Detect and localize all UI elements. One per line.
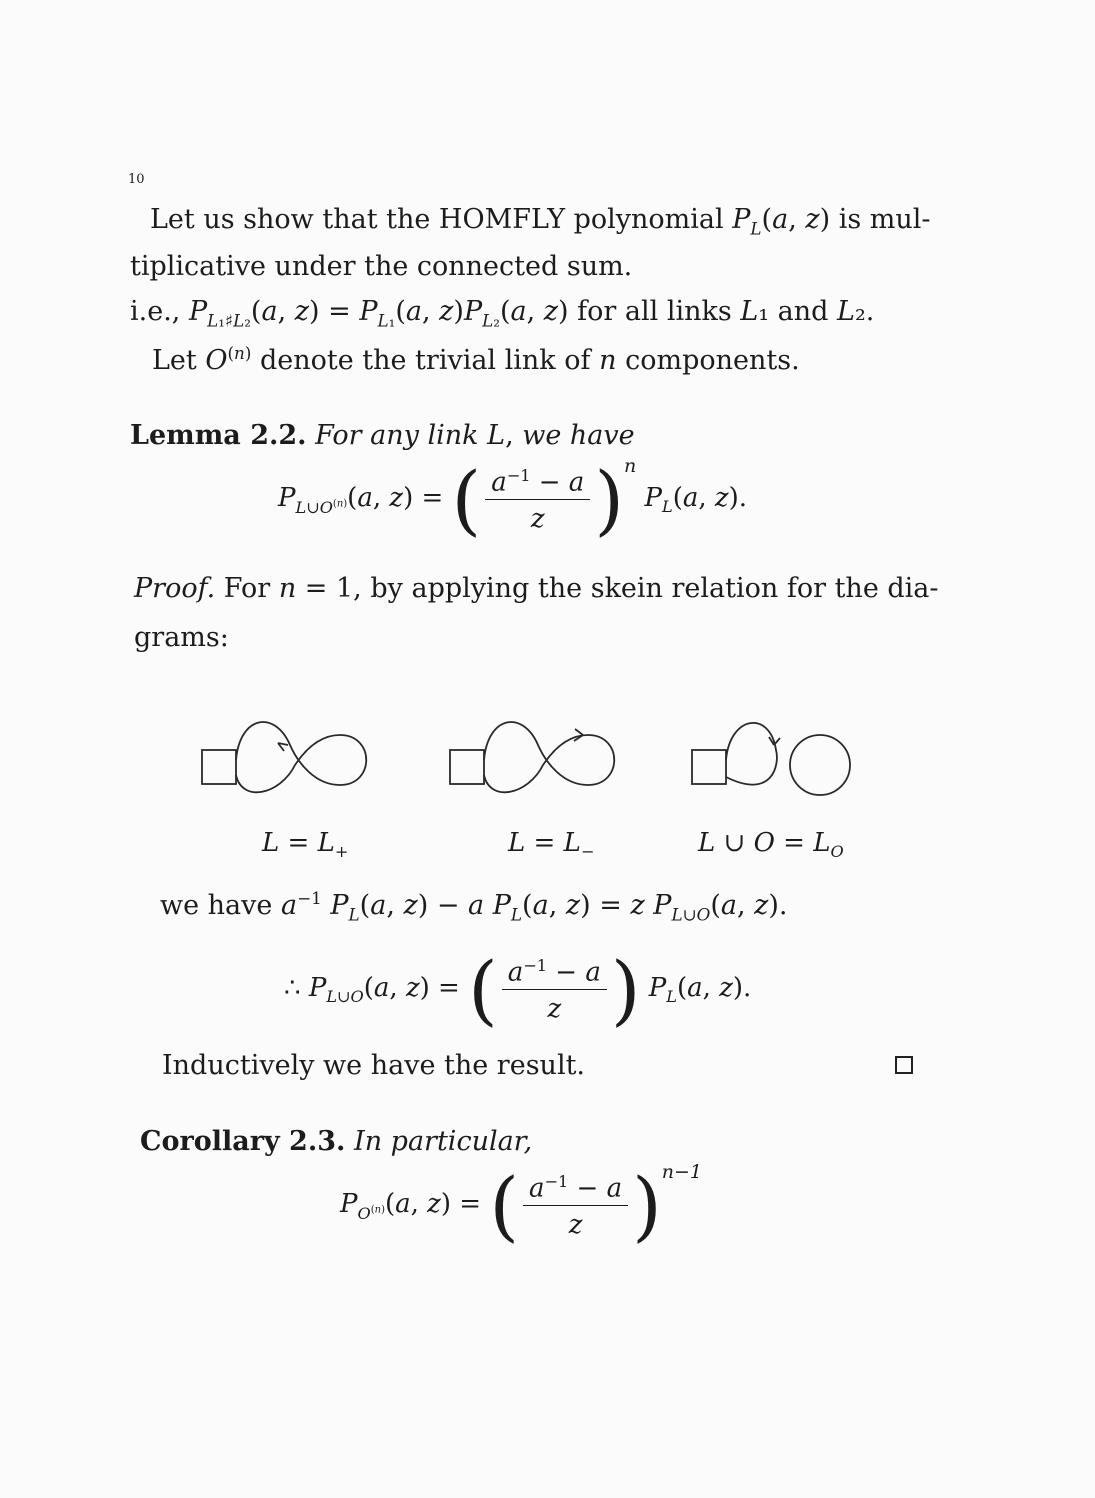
- inductive-line: Inductively we have the result.: [162, 1050, 586, 1081]
- diagram-l-plus: [202, 722, 366, 792]
- paragraph-line: Let $O^{(n)}$ denote the trivial link of n components.: [152, 343, 800, 376]
- diagram-label-zero: L ∪ $O = L_O$: [698, 828, 844, 862]
- paragraph-line: tiplicative under the connected sum.: [130, 251, 633, 282]
- diagram-l-minus: [450, 722, 614, 792]
- text: In particular,: [354, 1126, 533, 1157]
- text: for all links: [577, 296, 732, 327]
- text: and: [777, 296, 829, 327]
- text: we have: [160, 890, 273, 921]
- corollary-heading: Corollary 2.3.: [140, 1126, 346, 1157]
- proof-line: grams:: [134, 622, 229, 653]
- skein-relation: we have $a^{-1}$ $P_L(a$, z) − a $P_L(a$, z) = z $P_{L\cup O}(a$, z).: [160, 888, 788, 925]
- diagram-label-minus: $L = L_-$: [508, 828, 595, 862]
- page-number: 10: [128, 172, 145, 187]
- proof-label: Proof.: [134, 573, 216, 604]
- lemma-equation: $P_{L\cup O^{(n)}}(a$, z) = ( $\frac{a^{-1} - a}{z}$ ) n $P_L(a$, z).: [278, 455, 748, 544]
- text: For any link: [315, 420, 479, 451]
- qed-box-icon: [895, 1056, 913, 1074]
- lemma-statement: Lemma 2.2. For any link L, we have: [130, 420, 635, 451]
- text: denote the trivial link of: [259, 345, 591, 376]
- skein-diagrams: [180, 705, 870, 815]
- diagram-label-plus: $L = L_+$: [262, 828, 349, 862]
- text: = 1, by applying the skein relation for the dia-: [304, 573, 939, 604]
- text: Let: [152, 345, 197, 376]
- corollary-equation: $P_{O^{(n)}}(a$, z) = ( $\frac{a^{-1} - a}{z}$ ) n−1: [340, 1161, 703, 1250]
- text: we have: [522, 420, 635, 451]
- lemma-heading: Lemma 2.2.: [130, 420, 307, 451]
- text: components.: [625, 345, 800, 376]
- proof-line: Proof. For n = 1, by applying the skein relation for the dia-: [134, 573, 939, 604]
- therefore-equation: ∴ $P_{L\cup O}(a$, z) = ( $\frac{a^{-1} - a}{z}$ ) $P_L(a$, z).: [284, 945, 752, 1034]
- text: i.e.,: [130, 296, 181, 327]
- corollary-statement: [140, 1126, 532, 1157]
- paragraph-line: i.e., $P_{L_1♯L_2}(a$, $z) = P_{L_1}(a$, $z)P_{L_2}(a$, z) for all links L₁ and L₂.: [130, 296, 875, 331]
- text: For: [223, 573, 271, 604]
- text: is mul-: [838, 204, 931, 235]
- paragraph-line: Let us show that the HOMFLY polynomial $P_L(a$, z) is mul-: [150, 204, 931, 239]
- text: Let us show that the HOMFLY polynomial: [150, 204, 724, 235]
- therefore-symbol: ∴: [284, 973, 301, 1004]
- diagram-l-zero: [692, 723, 850, 795]
